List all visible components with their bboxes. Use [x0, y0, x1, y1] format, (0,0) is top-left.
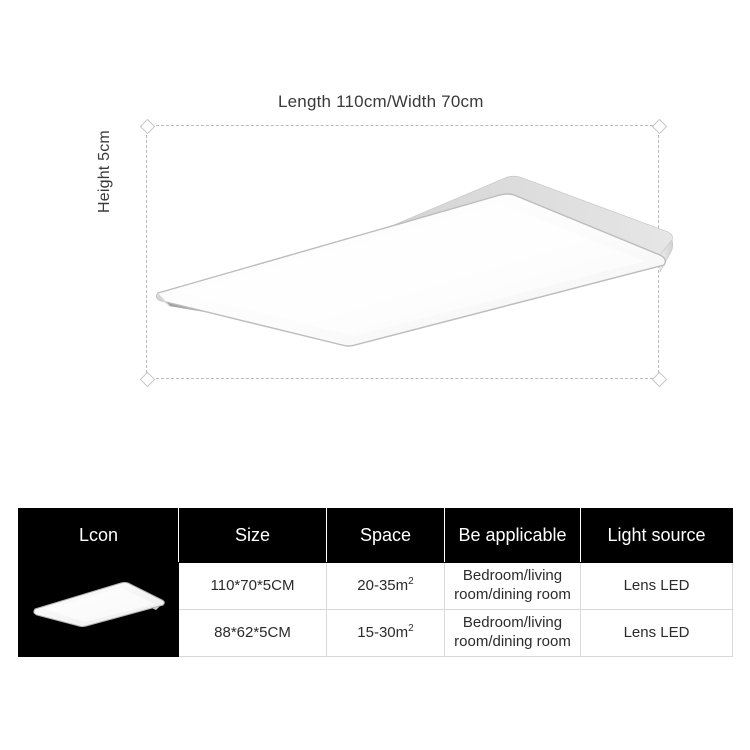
dimension-line-top — [146, 125, 658, 126]
space-value: 15-30 — [357, 624, 396, 642]
space-unit-sup: 2 — [408, 576, 414, 588]
space-unit-sup: 2 — [408, 623, 414, 635]
dimension-tick-top-right — [652, 119, 668, 135]
space-unit: m — [395, 577, 409, 595]
space-unit: m — [395, 624, 409, 642]
length-width-label: Length 110cm/Width 70cm — [278, 92, 484, 111]
table-cell-light-source: Lens LED — [581, 610, 733, 657]
dimension-tick-top-left — [140, 119, 156, 135]
table-row — [19, 563, 733, 610]
table-cell-size: 110*70*5CM — [179, 563, 327, 610]
table-cell-applicable — [445, 610, 581, 657]
table-header-icon: Lcon — [19, 509, 179, 563]
ceiling-lamp-thumb-icon — [19, 573, 178, 647]
specification-table — [18, 508, 733, 657]
applicable-line-1: Bedroom/living — [462, 614, 563, 632]
applicable-line-2: room/dining room — [454, 633, 571, 650]
table-cell-size: 88*62*5CM — [179, 610, 327, 657]
table-cell-space — [327, 563, 445, 610]
table-cell-light-source: Lens LED — [581, 563, 733, 610]
table-header-size: Size — [179, 509, 327, 563]
space-value: 20-35 — [357, 577, 396, 595]
table-header-row — [19, 509, 733, 563]
applicable-line-1: Bedroom/living — [462, 567, 563, 585]
ceiling-lamp-illustration — [140, 160, 680, 380]
table-cell-space — [327, 610, 445, 657]
table-header-applicable: Be applicable — [445, 509, 581, 563]
table-header-space: Space — [327, 509, 445, 563]
table-header-light-source: Light source — [581, 509, 733, 563]
applicable-line-2: room/dining room — [454, 586, 571, 603]
table-cell-product-icon — [19, 563, 179, 657]
specification-table-wrapper — [18, 508, 732, 657]
height-label: Height 5cm — [96, 130, 113, 213]
table-cell-applicable — [445, 563, 581, 610]
